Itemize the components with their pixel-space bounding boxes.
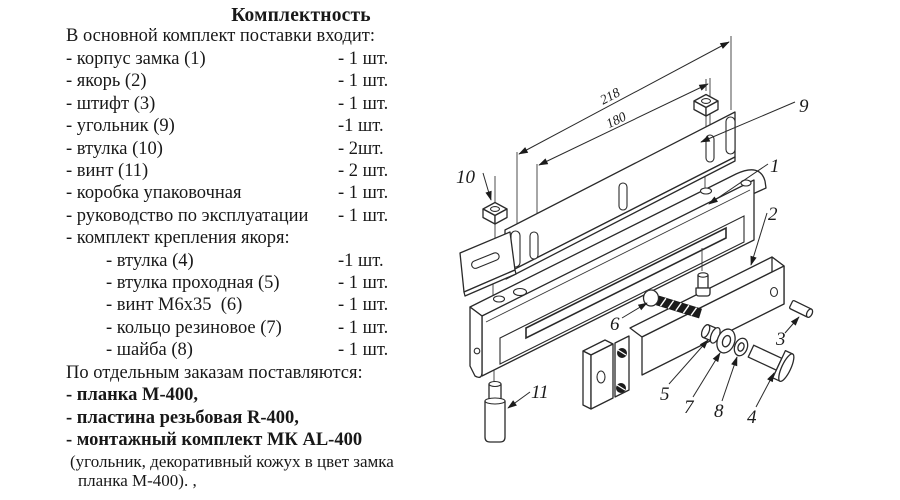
part-label-10: 10	[456, 167, 475, 188]
kit-item-name: - кольцо резиновое (7)	[106, 317, 282, 338]
order-item: - планка М-400,	[66, 385, 198, 406]
kit-text-column	[66, 5, 460, 490]
kit-item-row	[66, 317, 460, 339]
exploded-diagram	[440, 0, 900, 500]
kit-item-row	[66, 339, 460, 361]
pin-part-3	[789, 300, 814, 318]
kit-item-name: - винт (11)	[66, 161, 149, 182]
kit-item-qty: - 1 шт.	[338, 295, 389, 316]
kit-item-row	[66, 115, 460, 137]
dimension-218-value: 218	[597, 84, 623, 108]
kit-item-qty: - 1 шт.	[338, 49, 389, 69]
part-label-2: 2	[768, 204, 778, 225]
dimension-180-value: 180	[603, 108, 629, 132]
part-label-9: 9	[799, 96, 809, 117]
part-label-5: 5	[660, 384, 670, 405]
kit-item-name: - руководство по эксплуатации	[66, 205, 309, 226]
screw-part-11-left	[485, 382, 505, 443]
kit-item-name: - шайба (8)	[106, 340, 193, 361]
kit-item-qty: - 1 шт.	[338, 273, 389, 294]
kit-item-name: - втулка (4)	[106, 250, 194, 271]
orders-note-line2: планка М-400). ,	[78, 470, 197, 490]
orders-heading: По отдельным заказам поставляются:	[66, 362, 363, 383]
kit-item-qty: - 1 шт.	[338, 317, 389, 338]
kit-item-qty: - 1 шт.	[338, 340, 389, 361]
kit-item-qty: - 1 шт.	[338, 183, 389, 204]
part-label-11: 11	[531, 382, 549, 403]
kit-item-row	[66, 70, 460, 92]
kit-item-name: - коробка упаковочная	[66, 183, 242, 204]
kit-item-row	[66, 205, 460, 227]
part-label-7: 7	[684, 397, 694, 418]
orders-list	[66, 384, 460, 451]
kit-item-name: - втулка проходная (5)	[106, 273, 280, 294]
order-item: - пластина резьбовая R-400,	[66, 407, 299, 428]
kit-item-row	[66, 294, 460, 316]
kit-item-name: - якорь (2)	[66, 71, 147, 92]
kit-item-qty: -1 шт.	[338, 116, 384, 137]
kit-item-row	[66, 227, 460, 249]
kit-item-row	[66, 182, 460, 204]
kit-intro: В основной комплект поставки входит:	[66, 26, 376, 46]
page-title: Комплектность	[231, 5, 371, 26]
screw-part-11-right	[696, 273, 710, 296]
kit-item-row	[66, 160, 460, 182]
kit-item-name: - штифт (3)	[66, 93, 156, 114]
kit-item-row	[66, 272, 460, 294]
kit-item-row	[66, 138, 460, 160]
kit-item-row	[66, 250, 460, 272]
orders-note-line1: (угольник, декоративный кожух в цвет замка	[70, 452, 394, 472]
kit-item-qty: - 1 шт.	[338, 93, 389, 114]
kit-item-name: - корпус замка (1)	[66, 49, 206, 69]
bolt-part-4	[745, 338, 797, 384]
part-label-1: 1	[770, 156, 780, 177]
part-label-6: 6	[610, 314, 620, 335]
kit-item-row	[66, 48, 460, 70]
kit-item-name: - винт М6х35 (6)	[106, 295, 243, 316]
part-label-3: 3	[776, 329, 786, 350]
part-label-8: 8	[714, 401, 724, 422]
anchor-end-plate	[583, 336, 629, 409]
kit-item-name: - комплект крепления якоря:	[66, 228, 290, 249]
order-item: - монтажный комплект МК AL-400	[66, 429, 363, 450]
kit-item-qty: -1 шт.	[338, 250, 384, 271]
kit-item-row	[66, 93, 460, 115]
kit-item-qty: - 2шт.	[338, 138, 384, 159]
kit-item-qty: - 1 шт.	[338, 205, 389, 226]
kit-item-name: - угольник (9)	[66, 116, 175, 137]
nut-10-left	[483, 203, 507, 225]
kit-list	[66, 48, 460, 362]
part-label-4: 4	[747, 407, 757, 428]
kit-item-qty: - 1 шт.	[338, 71, 389, 92]
kit-item-name: - втулка (10)	[66, 138, 163, 159]
nut-10-right	[694, 95, 718, 117]
kit-item-qty: - 2 шт.	[338, 161, 389, 182]
